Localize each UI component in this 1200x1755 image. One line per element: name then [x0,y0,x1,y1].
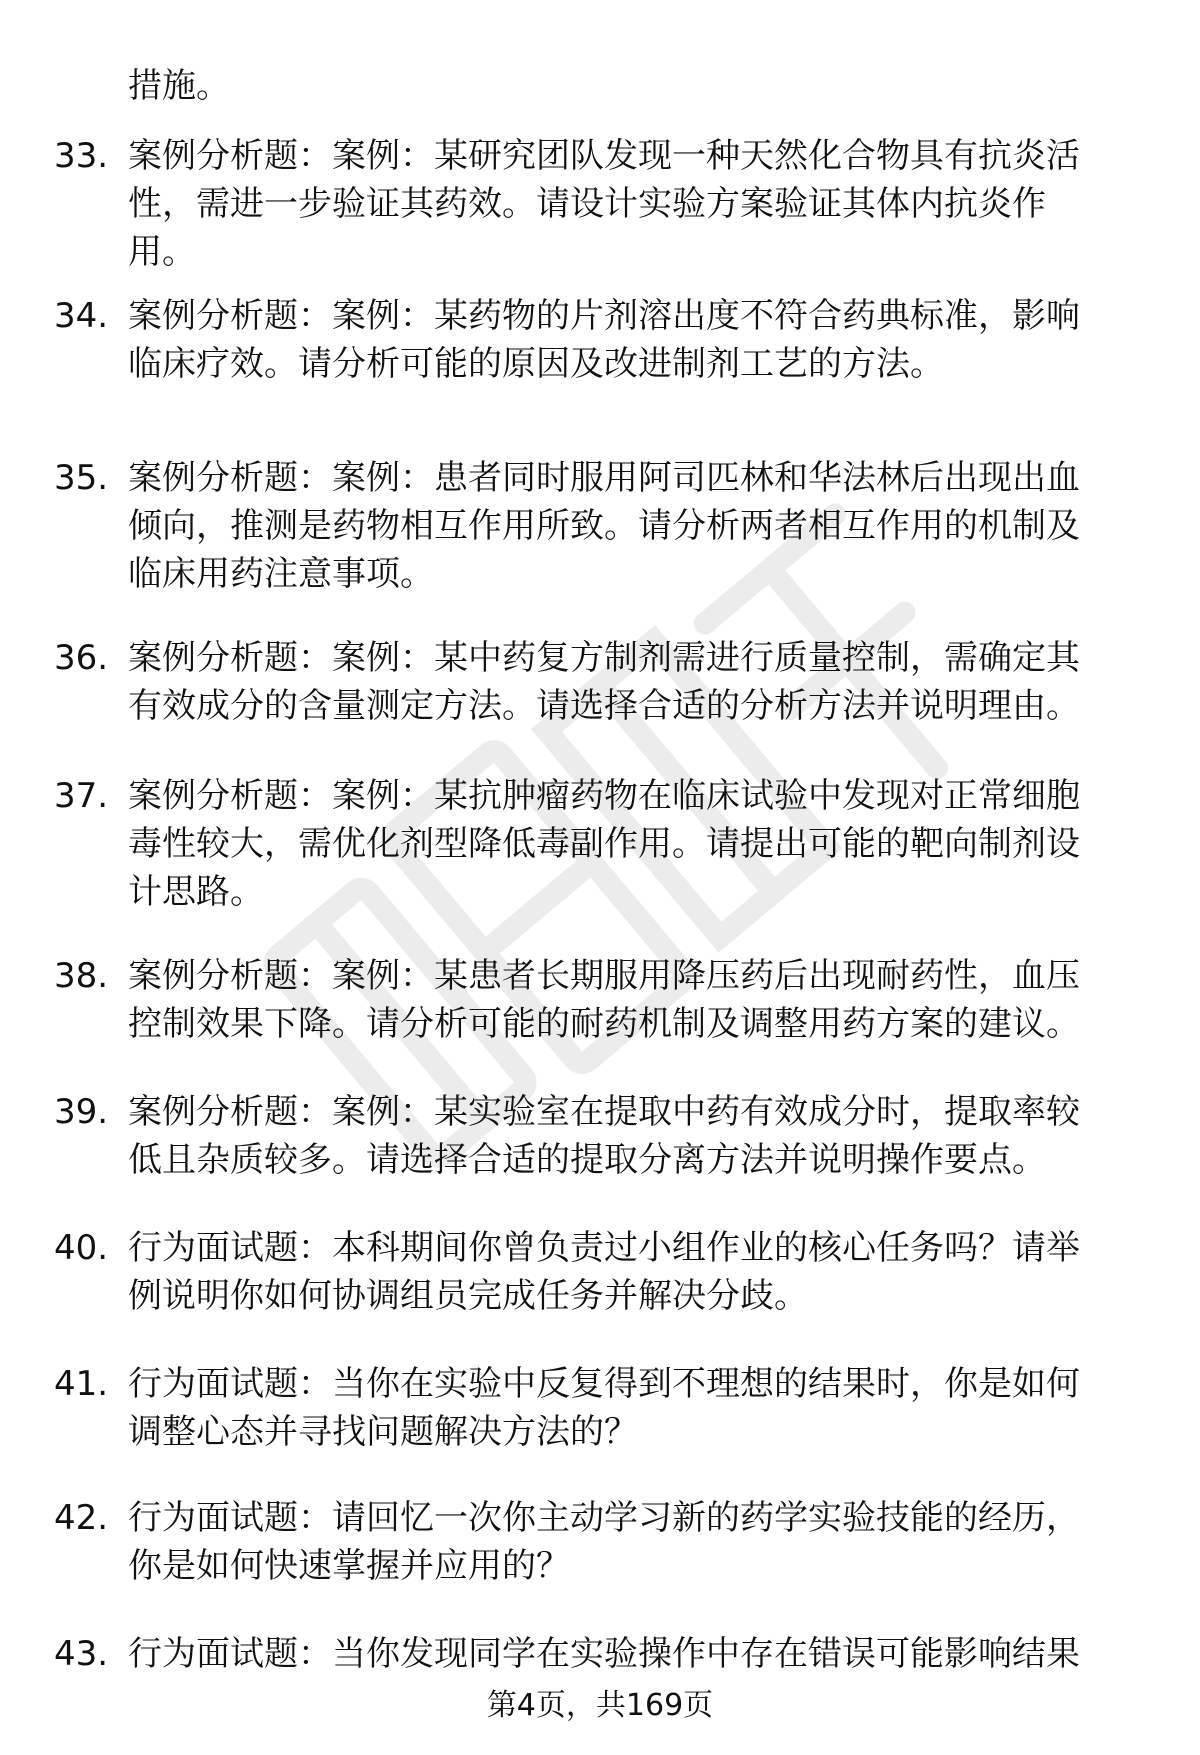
question-text-line: 案例分析题：案例：某中药复方制剂需进行质量控制，需确定其 [128,638,1080,678]
question-text-line: 控制效果下降。请分析可能的耐药机制及调整用药方案的建议。 [128,1004,1080,1044]
question-text-line: 行为面试题：本科期间你曾负责过小组作业的核心任务吗？请举 [128,1228,1080,1268]
question-text-line: 行为面试题：请回忆一次你主动学习新的药学实验技能的经历， [128,1498,1080,1538]
question-text-line: 临床疗效。请分析可能的原因及改进制剂工艺的方法。 [128,344,944,384]
question-text-line: 案例分析题：案例：某患者长期服用降压药后出现耐药性，血压 [128,956,1080,996]
question-number: 35. [54,458,109,498]
question-text-line: 用。 [128,232,196,272]
question-number: 37. [54,776,109,816]
question-text-line: 计思路。 [128,872,264,912]
question-text-line: 性，需进一步验证其药效。请设计实验方案验证其体内抗炎作 [128,184,1046,224]
question-number: 33. [54,136,109,176]
question-text-line: 行为面试题：当你在实验中反复得到不理想的结果时，你是如何 [128,1364,1080,1404]
question-number: 41. [54,1364,109,1404]
question-text-line: 调整心态并寻找问题解决方法的？ [128,1412,638,1452]
question-text-line: 例说明你如何协调组员完成任务并解决分歧。 [128,1276,808,1316]
question-text-line: 低且杂质较多。请选择合适的提取分离方法并说明操作要点。 [128,1140,1046,1180]
question-number: 34. [54,296,109,336]
page-number-footer: 第4页，共169页 [486,1688,714,1723]
question-number: 36. [54,638,109,678]
question-number: 42. [54,1498,109,1538]
question-text-line: 倾向，推测是药物相互作用所致。请分析两者相互作用的机制及 [128,506,1080,546]
question-text-line: 临床用药注意事项。 [128,554,434,594]
question-text-line: 有效成分的含量测定方法。请选择合适的分析方法并说明理由。 [128,686,1080,726]
question-text-line: 你是如何快速掌握并应用的？ [128,1546,570,1586]
question-text-line: 案例分析题：案例：某研究团队发现一种天然化合物具有抗炎活 [128,136,1080,176]
question-text-line: 案例分析题：案例：患者同时服用阿司匹林和华法林后出现出血 [128,458,1080,498]
question-text-line: 行为面试题：当你发现同学在实验操作中存在错误可能影响结果 [128,1634,1080,1674]
continued-text: 措施。 [128,66,230,106]
question-number: 40. [54,1228,109,1268]
question-number: 43. [54,1634,109,1674]
question-number: 39. [54,1092,109,1132]
question-text-line: 毒性较大，需优化剂型降低毒副作用。请提出可能的靶向制剂设 [128,824,1080,864]
question-number: 38. [54,956,109,996]
question-text-line: 案例分析题：案例：某药物的片剂溶出度不符合药典标准，影响 [128,296,1080,336]
question-text-line: 案例分析题：案例：某实验室在提取中药有效成分时，提取率较 [128,1092,1080,1132]
question-text-line: 案例分析题：案例：某抗肿瘤药物在临床试验中发现对正常细胞 [128,776,1080,816]
